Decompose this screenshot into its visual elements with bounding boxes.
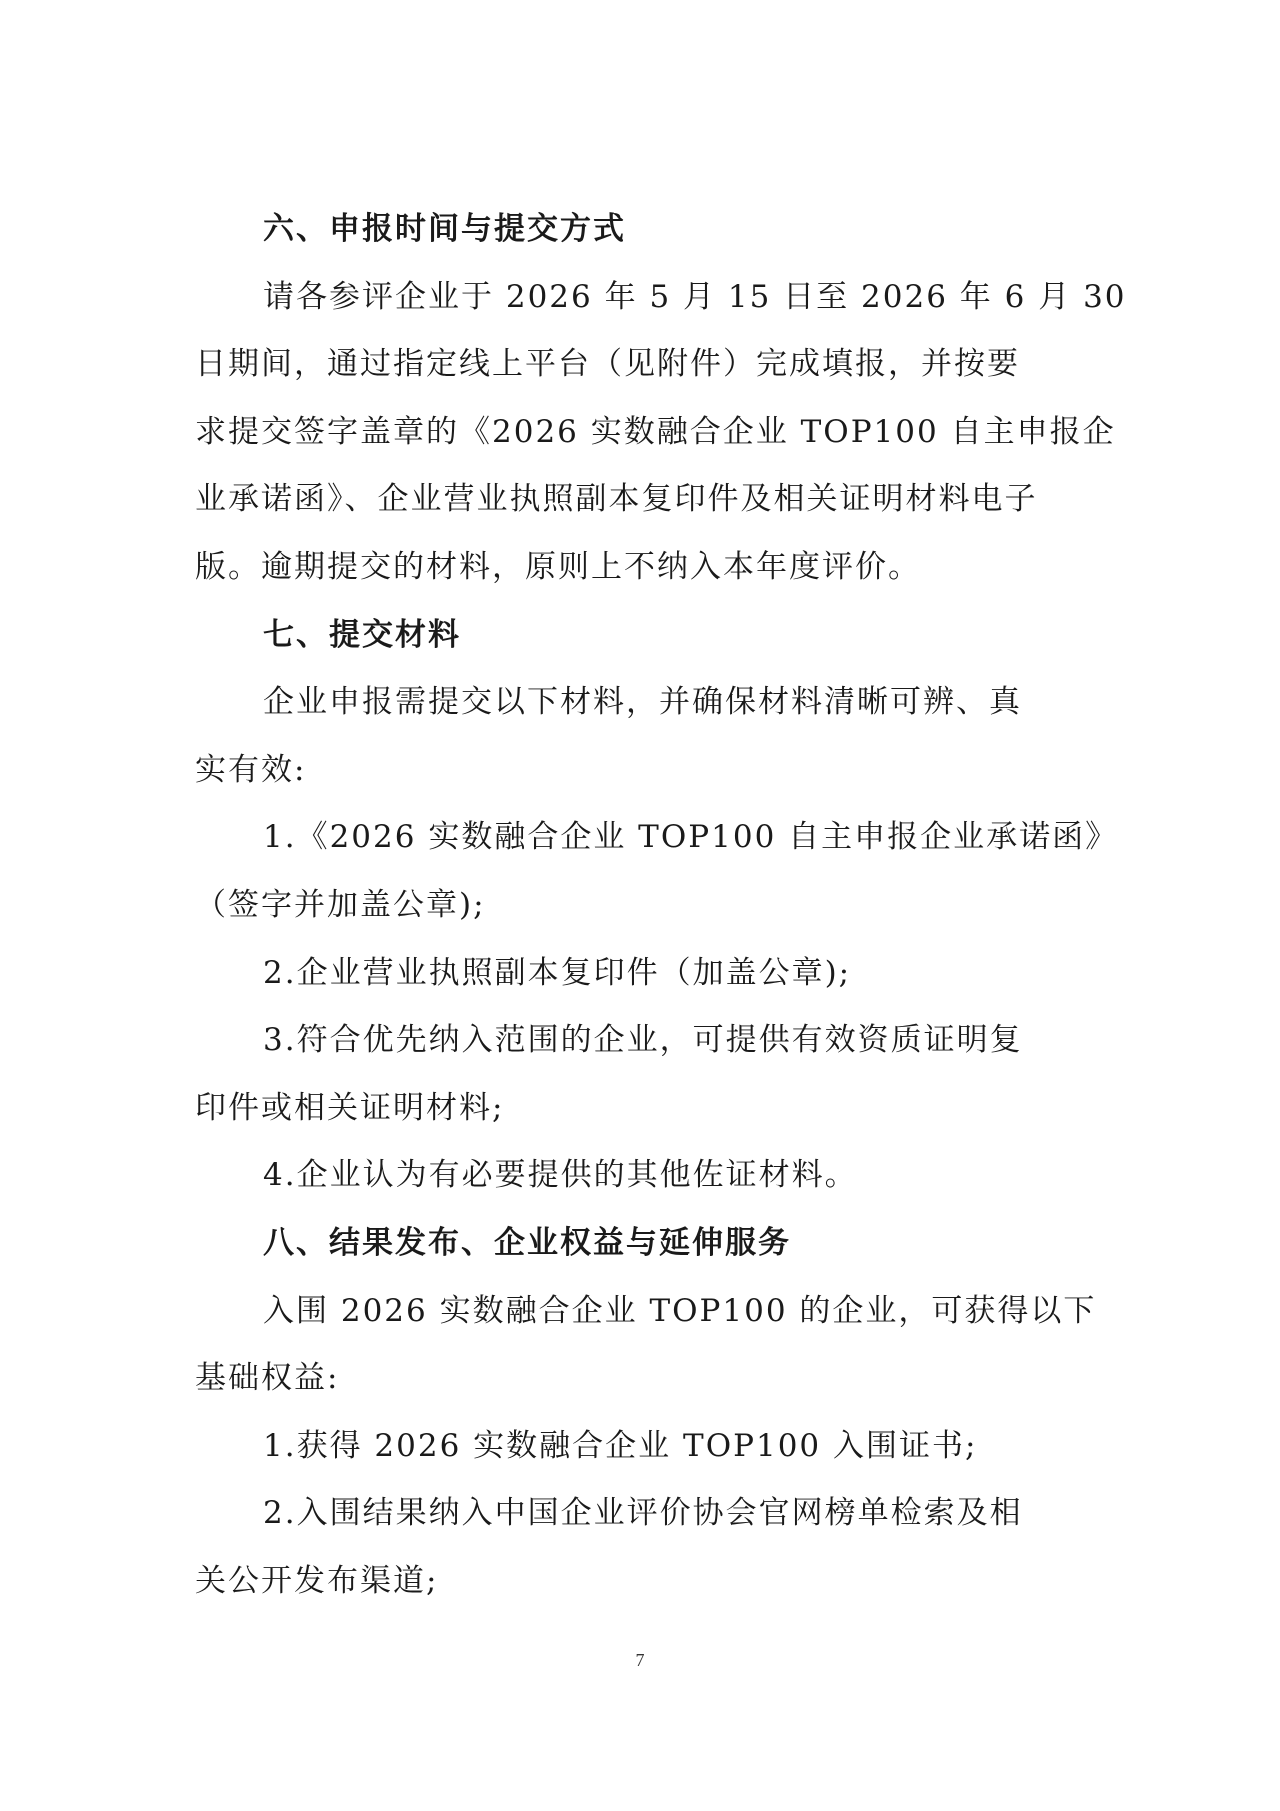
- paragraph-line: 企业申报需提交以下材料，并确保材料清晰可辨、真: [263, 684, 1022, 721]
- list-item: 2.企业营业执照副本复印件（加盖公章);: [263, 954, 852, 991]
- paragraph-line: 实有效:: [195, 751, 307, 788]
- list-item: 4.企业认为有必要提供的其他佐证材料。: [263, 1157, 858, 1194]
- list-item-continuation: 印件或相关证明材料;: [195, 1089, 505, 1126]
- section-heading-8: 八、结果发布、企业权益与延伸服务: [263, 1224, 791, 1261]
- paragraph-line: 入围 2026 实数融合企业 TOP100 的企业，可获得以下: [263, 1292, 1097, 1329]
- section-heading-6: 六、申报时间与提交方式: [263, 211, 626, 247]
- paragraph-line: 日期间，通过指定线上平台（见附件）完成填报，并按要: [195, 346, 1020, 383]
- list-item-continuation: 关公开发布渠道;: [195, 1562, 439, 1599]
- list-item: 2.入围结果纳入中国企业评价协会官网榜单检索及相: [263, 1495, 1023, 1532]
- paragraph-line: 业承诺函》、企业营业执照副本复印件及相关证明材料电子: [195, 481, 1038, 518]
- list-item: 1.获得 2026 实数融合企业 TOP100 入围证书;: [263, 1427, 978, 1464]
- page-number: 7: [635, 1650, 645, 1670]
- paragraph-line: 版。逾期提交的材料，原则上不纳入本年度评价。: [195, 548, 921, 585]
- list-item: 3.符合优先纳入范围的企业，可提供有效资质证明复: [263, 1022, 1023, 1059]
- document-body: [195, 196, 1127, 1615]
- paragraph-line: 请各参评企业于 2026 年 5 月 15 日至 2026 年 6 月 30: [263, 278, 1127, 315]
- list-item: 1.《2026 实数融合企业 TOP100 自主申报企业承诺函》: [263, 819, 1119, 856]
- paragraph-line: 基础权益:: [195, 1360, 340, 1397]
- list-item-continuation: （签字并加盖公章);: [195, 886, 486, 923]
- section-heading-7: 七、提交材料: [263, 616, 461, 653]
- paragraph-line: 求提交签字盖章的《2026 实数融合企业 TOP100 自主申报企: [195, 413, 1116, 450]
